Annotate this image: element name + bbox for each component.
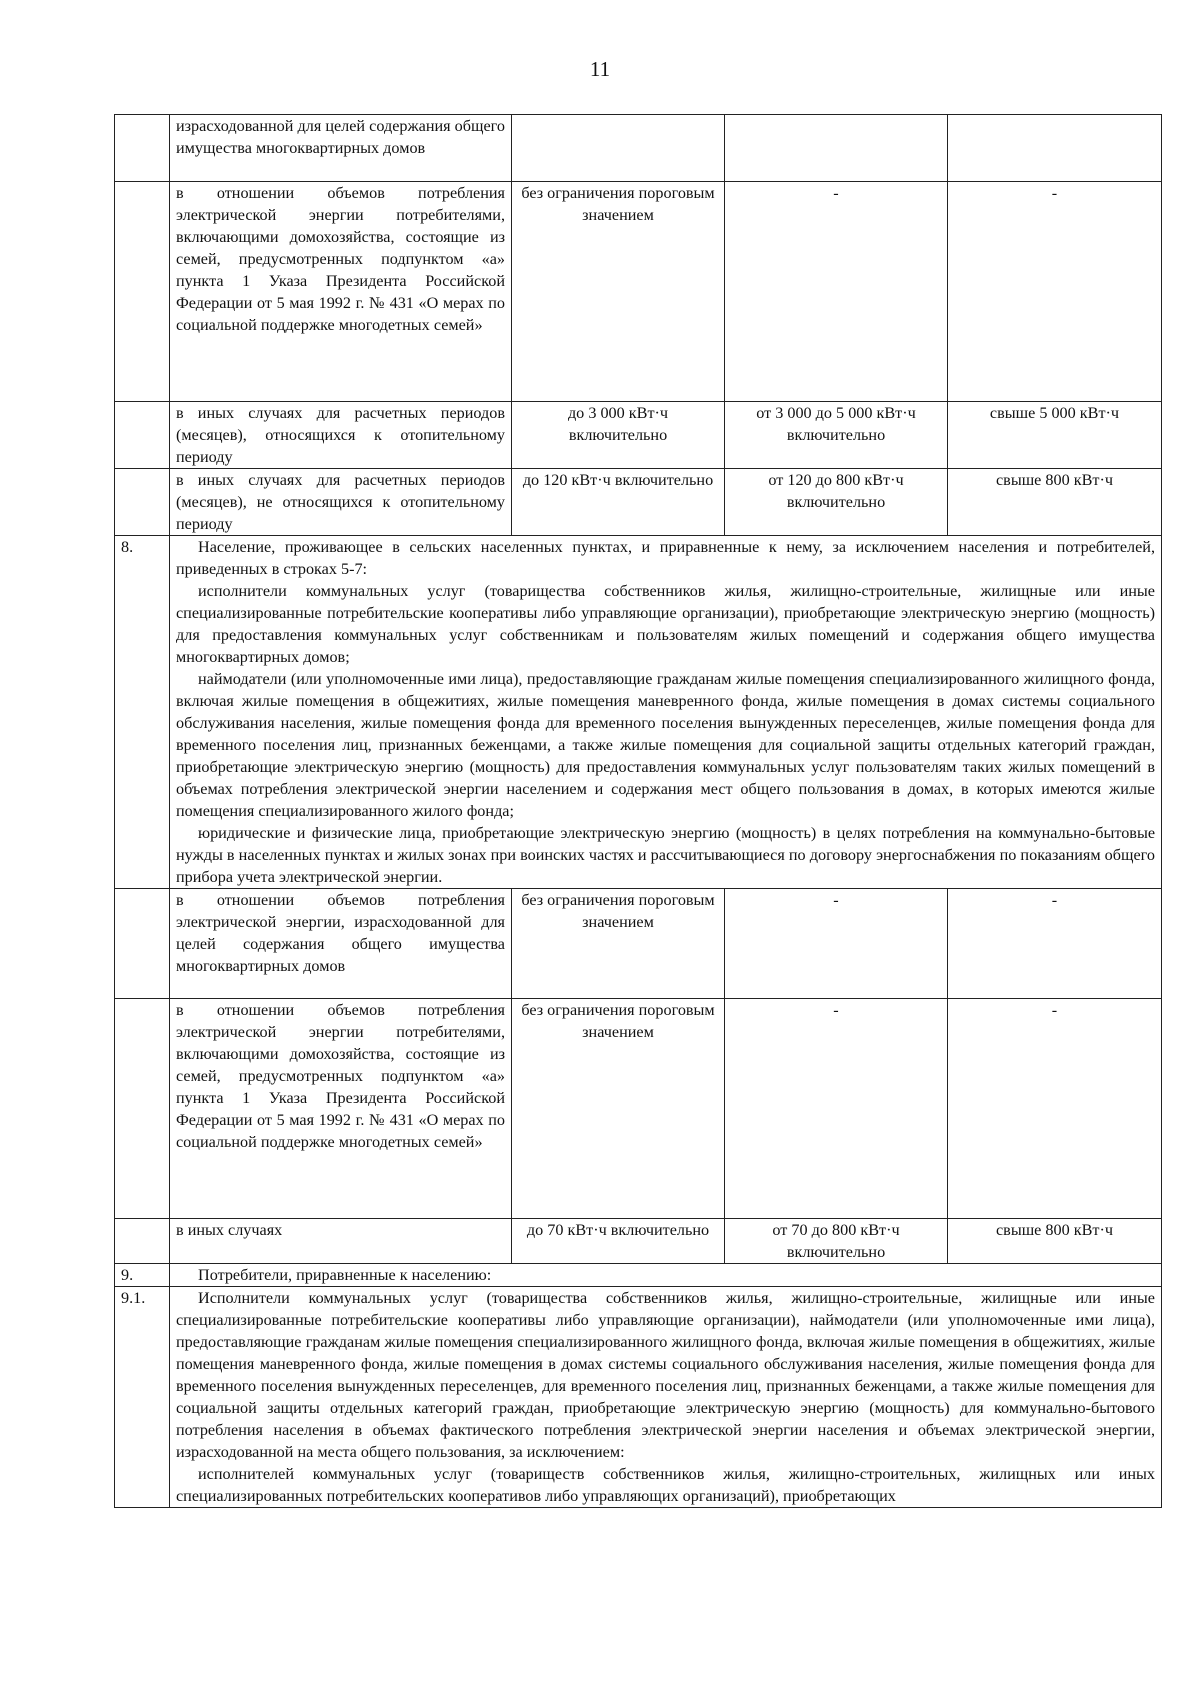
threshold-1: без ограничения пороговым значением — [512, 999, 725, 1219]
row-description: в отношении объемов потребления электрической энергии потребителями, включающими домохозяйства, состоящие из семей, предусмотренных подпунктом «а» пункта 1 Указа Президента Российской Федерации от 5 мая 1992 г. № 431 «О мерах по социальной поддержке многодетных семей» — [170, 182, 512, 402]
threshold-3: - — [948, 889, 1162, 999]
section-8-text — [170, 536, 1162, 889]
threshold-1 — [512, 115, 725, 182]
section-paragraph: Население, проживающее в сельских населенных пунктах, и приравненные к нему, за исключением населения и потребителей, приведенных в строках 5-7: — [176, 538, 1155, 578]
threshold-2: от 70 до 800 кВт·ч включительно — [725, 1219, 948, 1264]
row-number — [115, 182, 170, 402]
table-row — [115, 999, 1162, 1219]
section-paragraph: Потребители, приравненные к населению: — [198, 1266, 492, 1284]
section-9-1-row — [115, 1287, 1162, 1508]
tariff-table — [114, 114, 1162, 1508]
row-description: в иных случаях — [170, 1219, 512, 1264]
threshold-1: без ограничения пороговым значением — [512, 889, 725, 999]
page-number: 11 — [589, 57, 611, 81]
section-number: 9.1. — [115, 1287, 170, 1508]
table-row — [115, 469, 1162, 536]
section-paragraph: Исполнители коммунальных услуг (товарищества собственников жилья, жилищно-строительные, жилищные или иные специализированные потребительские кооперативы либо управляющие организации), наймодатели (или уполномоченные ими лица), предоставляющие гражданам жилые помещения специализированного жилищного фонда, включая жилые помещения в общежитиях, жилые помещения маневренного фонда, жилые помещения в домах системы социального обслуживания населения, жилые помещения фонда для временного поселения вынужденных переселенцев, для временного поселения лиц, признанных беженцами, а также жилые помещения для социальной защиты отдельных категорий граждан, приобретающие электрическую энергию (мощность) для коммунально-бытового потребления населения в объемах фактического потребления электрической энергии населения и объемах электрической энергии, израсходованной на места общего пользования, за исключением: — [176, 1289, 1155, 1461]
section-paragraph: исполнителей коммунальных услуг (товариществ собственников жилья, жилищно-строительных, жилищных или иных специализированных потребительских кооперативов либо управляющих организаций), приобретающих — [176, 1465, 1155, 1505]
threshold-3: - — [948, 182, 1162, 402]
threshold-1: без ограничения пороговым значением — [512, 182, 725, 402]
row-number — [115, 115, 170, 182]
threshold-3: - — [948, 999, 1162, 1219]
section-number: 8. — [115, 536, 170, 889]
table-row — [115, 182, 1162, 402]
row-number — [115, 402, 170, 469]
threshold-3: свыше 800 кВт·ч — [948, 1219, 1162, 1264]
threshold-2: от 120 до 800 кВт·ч включительно — [725, 469, 948, 536]
section-9-row — [115, 1264, 1162, 1287]
row-description: в отношении объемов потребления электрической энергии, израсходованной для целей содержания общего имущества многоквартирных домов — [170, 889, 512, 999]
threshold-1: до 120 кВт·ч включительно — [512, 469, 725, 536]
row-number — [115, 469, 170, 536]
row-description: израсходованной для целей содержания общего имущества многоквартирных домов — [170, 115, 512, 182]
threshold-3 — [948, 115, 1162, 182]
threshold-3: свыше 800 кВт·ч — [948, 469, 1162, 536]
row-description: в иных случаях для расчетных периодов (месяцев), относящихся к отопительному периоду — [170, 402, 512, 469]
threshold-2: - — [725, 889, 948, 999]
table-row — [115, 402, 1162, 469]
section-number: 9. — [115, 1264, 170, 1287]
section-paragraph: юридические и физические лица, приобретающие электрическую энергию (мощность) в целях потребления на коммунально-бытовые нужды в населенных пунктах и жилых зонах при воинских частях и рассчитывающиеся по договору энергоснабжения по показаниям общего прибора учета электрической энергии. — [176, 824, 1155, 886]
threshold-2: - — [725, 182, 948, 402]
threshold-1: до 3 000 кВт·ч включительно — [512, 402, 725, 469]
row-description: в отношении объемов потребления электрической энергии потребителями, включающими домохозяйства, состоящие из семей, предусмотренных подпунктом «а» пункта 1 Указа Президента Российской Федерации от 5 мая 1992 г. № 431 «О мерах по социальной поддержке многодетных семей» — [170, 999, 512, 1219]
section-paragraph: наймодатели (или уполномоченные ими лица), предоставляющие гражданам жилые помещения специализированного жилищного фонда, включая жилые помещения в общежитиях, жилые помещения маневренного фонда, жилые помещения в домах системы социального обслуживания населения, жилые помещения фонда для временного поселения вынужденных переселенцев, жилые помещения фонда для временного поселения лиц, признанных беженцами, а также жилые помещения для социальной защиты отдельных категорий граждан, приобретающие электрическую энергию (мощность) для предоставления коммунальных услуг пользователям таких жилых помещений в объемах потребления электрической энергии населением и содержания мест общего пользования в домах, в которых имеются жилые помещения специализированного жилого фонда; — [176, 670, 1155, 820]
table-row — [115, 889, 1162, 999]
threshold-2 — [725, 115, 948, 182]
row-description: в иных случаях для расчетных периодов (месяцев), не относящихся к отопительному периоду — [170, 469, 512, 536]
section-8-header-row — [115, 536, 1162, 889]
section-paragraph: исполнители коммунальных услуг (товарищества собственников жилья, жилищно-строительные, жилищные или иные специализированные потребительские кооперативы либо управляющие организации), приобретающие электрическую энергию (мощность) для предоставления коммунальных услуг собственникам и пользователям жилых помещений и содержания общего имущества многоквартирных домов; — [176, 582, 1155, 666]
threshold-2: от 3 000 до 5 000 кВт·ч включительно — [725, 402, 948, 469]
table-row — [115, 115, 1162, 182]
threshold-2: - — [725, 999, 948, 1219]
threshold-3: свыше 5 000 кВт·ч — [948, 402, 1162, 469]
threshold-1: до 70 кВт·ч включительно — [512, 1219, 725, 1264]
table-row — [115, 1219, 1162, 1264]
